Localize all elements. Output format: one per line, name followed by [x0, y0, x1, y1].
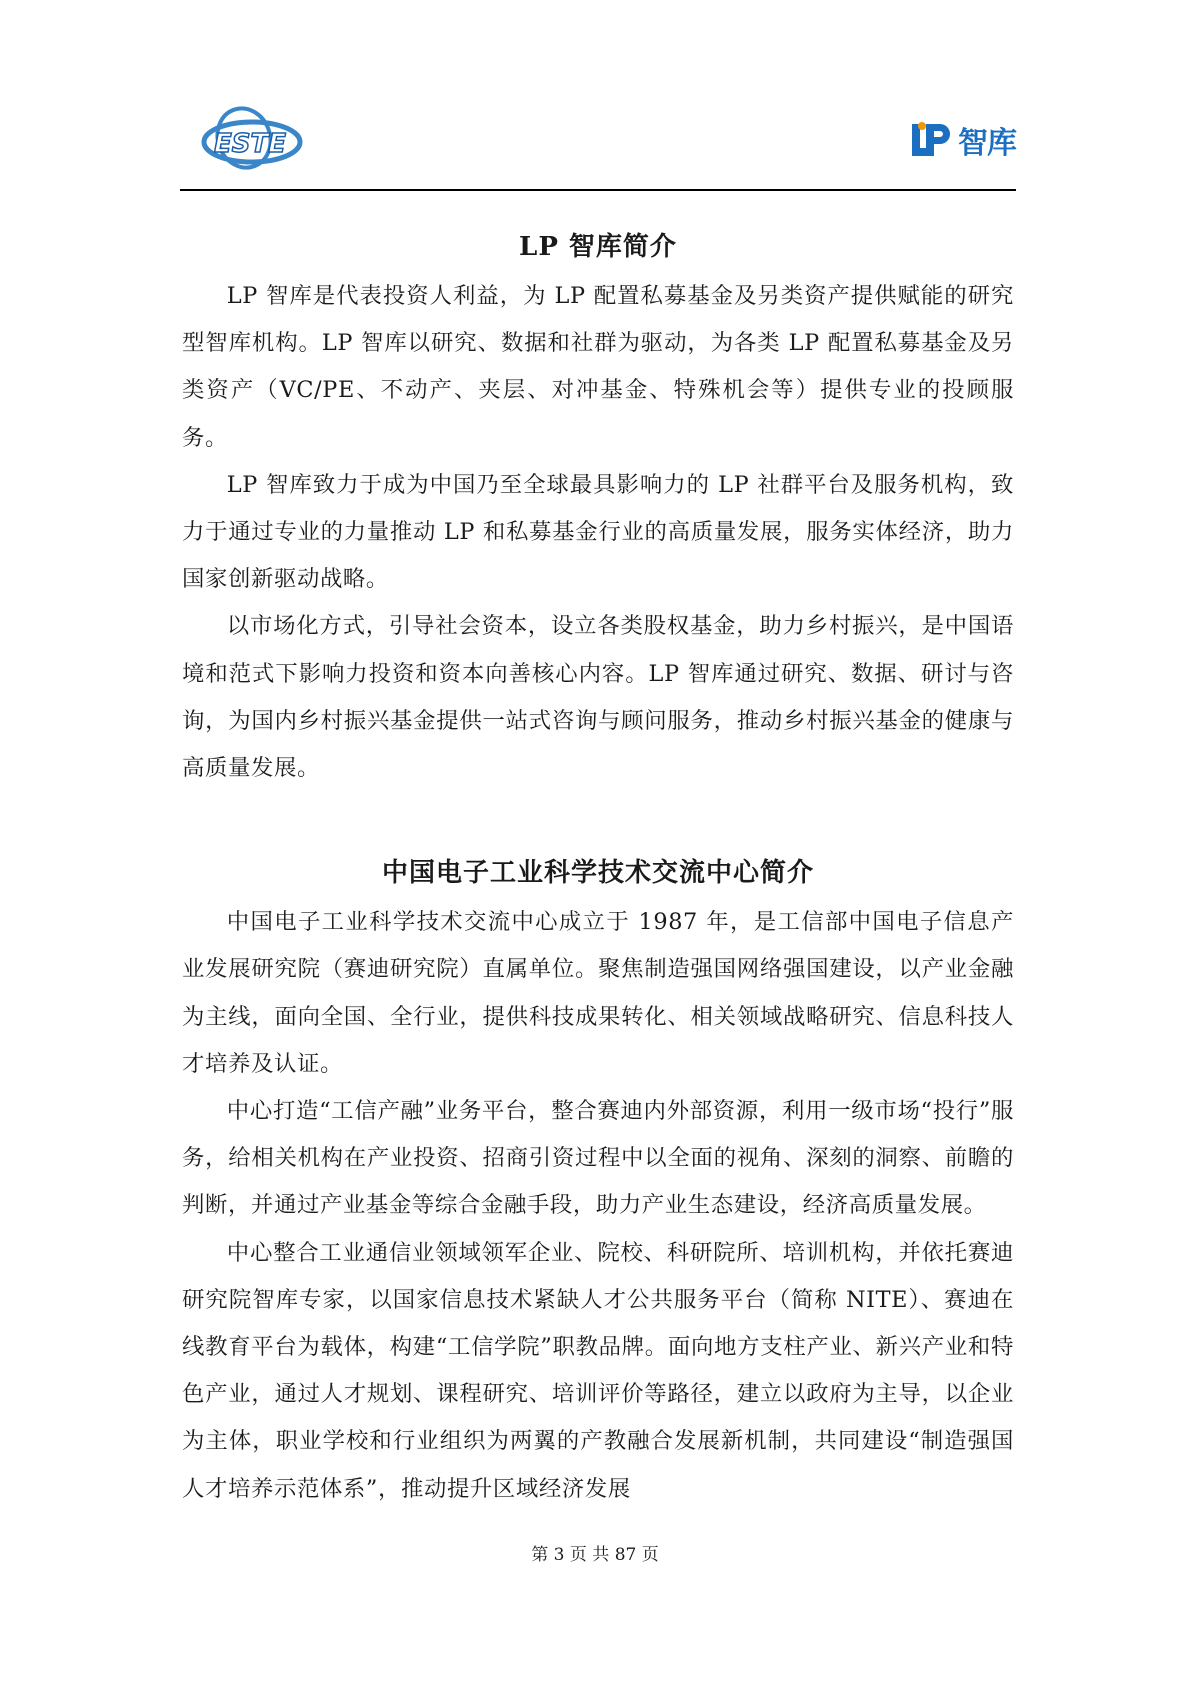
paragraph: LP 智库是代表投资人利益，为 LP 配置私募基金及另类资产提供赋能的研究型智库机构。LP 智库以研究、数据和社群为驱动，为各类 LP 配置私募基金及另类资产（VC/PE、不动产、夹层、对冲基金、特殊机会等）提供专业的投顾服务。: [182, 283, 1014, 451]
section-lp-think-tank: [182, 226, 1014, 792]
paragraph: 以市场化方式，引导社会资本，设立各类股权基金，助力乡村振兴，是中国语境和范式下影响力投资和资本向善核心内容。LP 智库通过研究、数据、研讨与咨询，为国内乡村振兴基金提供一站式咨询与顾问服务，推动乡村振兴基金的健康与高质量发展。: [182, 613, 1014, 782]
este-logo: [200, 102, 304, 174]
page-number: 第 3 页 共 87 页: [531, 1545, 659, 1565]
section-title: LP 智库简介: [519, 232, 677, 262]
paragraph: LP 智库致力于成为中国乃至全球最具影响力的 LP 社群平台及服务机构，致力于通过专业的力量推动 LP 和私募基金行业的高质量发展，服务实体经济，助力国家创新驱动战略。: [182, 471, 1014, 593]
paragraph: 中国电子工业科学技术交流中心成立于 1987 年，是工信部中国电子信息产业发展研究院（赛迪研究院）直属单位。聚焦制造强国网络强国建设，以产业金融为主线，面向全国、全行业，提供科技成果转化、相关领域战略研究、信息科技人才培养及认证。: [182, 909, 1014, 1077]
paragraph: 中心打造“工信产融”业务平台，整合赛迪内外部资源，利用一级市场“投行”服务，给相关机构在产业投资、招商引资过程中以全面的视角、深刻的洞察、前瞻的判断，并通过产业基金等综合金融手段，助力产业生态建设，经济高质量发展。: [182, 1098, 1014, 1219]
section-este: [182, 852, 1014, 1513]
paragraph: 中心整合工业通信业领域领军企业、院校、科研院所、培训机构，并依托赛迪研究院智库专家，以国家信息技术紧缺人才公共服务平台（简称 NITE）、赛迪在线教育平台为载体，构建“工信学院”职教品牌。面向地方支柱产业、新兴产业和特色产业，通过人才规划、课程研究、培训评价等路径，建立以政府为主导，以企业为主体，职业学校和行业组织为两翼的产教融合发展新机制，共同建设“制造强国人才培养示范体系”，推动提升区域经济发展: [182, 1239, 1014, 1502]
lp-think-tank-logo: [910, 118, 1016, 162]
lp-logo-text: 智库: [958, 126, 1016, 161]
este-logo-text: ESTE: [214, 129, 286, 159]
document-body: [182, 226, 1014, 1513]
lp-logo-mark-icon: [910, 120, 954, 160]
section-title: 中国电子工业科学技术交流中心简介: [381, 858, 814, 889]
page-header: [180, 96, 1016, 192]
header-divider: [180, 189, 1016, 191]
